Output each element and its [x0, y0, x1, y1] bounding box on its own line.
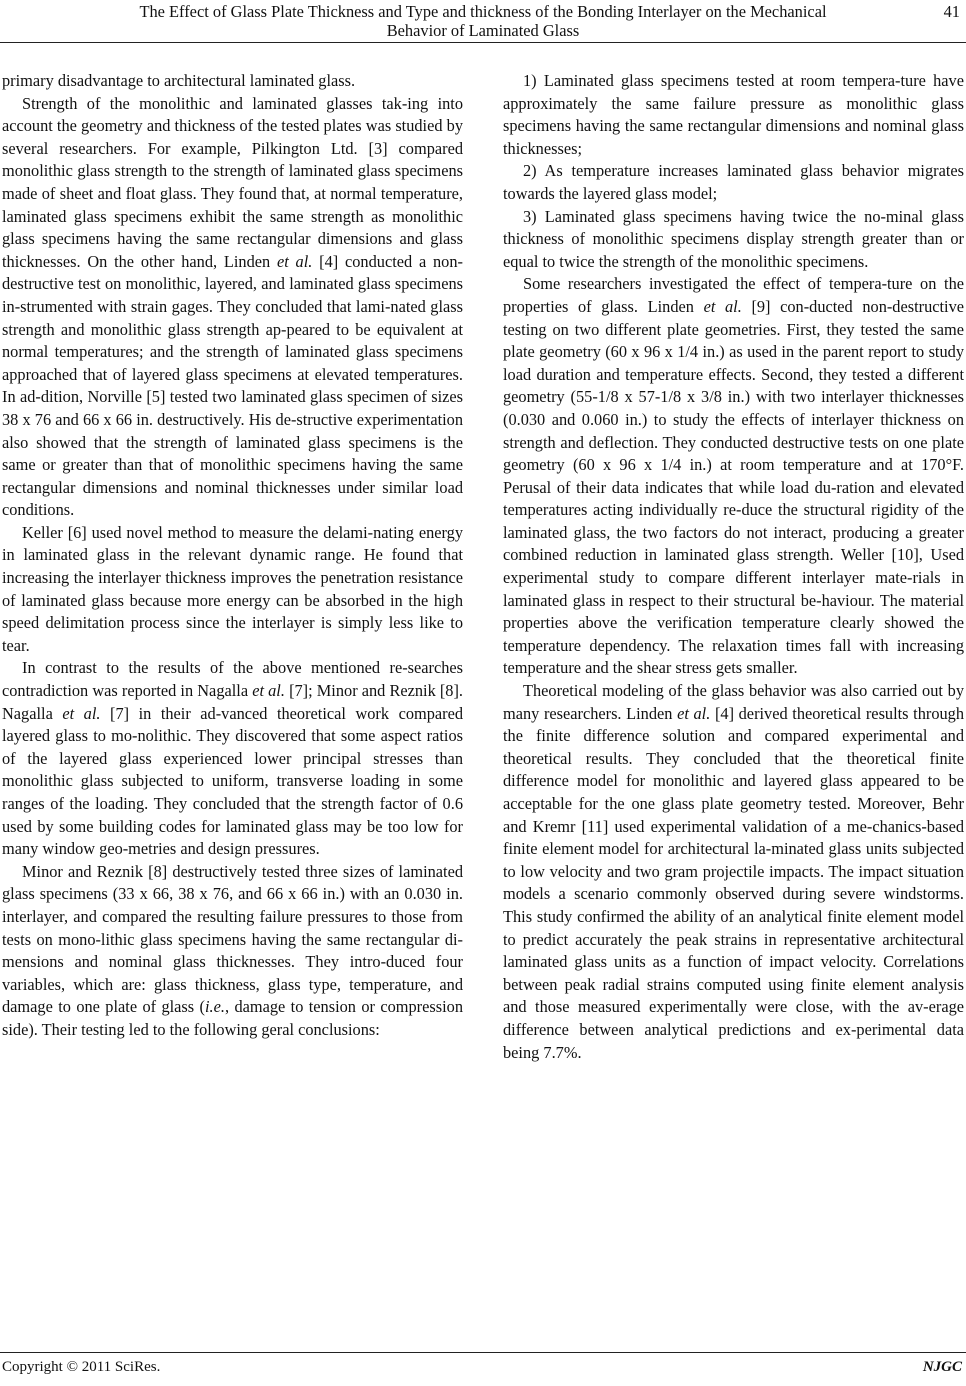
running-title-line-1: The Effect of Glass Plate Thickness and Type and thickness of the Bonding Interlayer on the Mechanical — [139, 2, 827, 21]
running-title-line-2: Behavior of Laminated Glass — [386, 21, 580, 40]
right-column — [503, 70, 964, 1064]
running-title — [100, 2, 866, 40]
conclusion-item-1: 1) Laminated glass specimens tested at room tempera-ture have approximately the same failure pressure as monolithic glass specimens having the same rectangular dimensions and nominal glass thicknesses; — [503, 71, 964, 158]
copyright-notice: Copyright © 2011 SciRes. — [2, 1359, 161, 1375]
paragraph-contradiction: In contrast to the results of the above mentioned re-searches contradiction was reported in Nagalla et al. [7]; Minor and Reznik [8]. Nagalla et al. [7] in their ad-vanced theoretical work compared layered glass to mo-nolithic. They discovered that some aspect ratios of the layered glass experienced lower principal stresses than monolithic glass subjected to uniform, transverse loading in some ranges of the loading. They concluded that the strength factor of 0.6 used by some building codes for laminated glass may be too low for many window geo-metries and design pressures. — [2, 658, 464, 859]
left-column — [2, 70, 463, 1042]
conclusion-item-2: 2) As temperature increases laminated glass behavior migrates towards the layered glass model; — [503, 161, 964, 203]
header-rule — [0, 42, 966, 43]
page-header — [0, 0, 966, 44]
page-footer — [0, 1352, 966, 1382]
paragraph-minor-reznik: Minor and Reznik [8] destructively tested three sizes of laminated glass specimens (33 x 66, 38 x 76, and 66 x 66 in.) with an 0.030 in. interlayer, and compared the resulting failure pressures to those from tests on mono-lithic glass specimens having the same rectangular di-mensions and nominal glass thicknesses. They intro-duced four variables, which are: glass thickness, glass type, temperature, and damage to one plate of glass (i.e., damage to tension or compression side). Their testing led to the following geral conclusions: — [2, 861, 463, 1039]
journal-abbreviation: NJGC — [922, 1359, 962, 1375]
paragraph-strength-studies: Strength of the monolithic and laminated glasses tak-ing into account the geometry and thickness of the tested plates was studied by several researchers. For example, Pilkington Ltd. [3] compared monolithic glass strength to the strength of laminated glass specimens made of sheet and float glass. They found that, at normal temperature, laminated glass specimens exhibit the same strength as monolithic glass specimens having the same rectangular dimensions and glass thicknesses. On the other hand, Linden et al. [4] conducted a non-destructive test on monolithic, layered, and laminated glass specimens in-strumented with strain gages. They concluded that lami-nated glass strength and monolithic glass strength ap-peared to be equivalent at normal temperatures; and the strength of laminated glass specimens approached that of layered glass specimens at elevated temperatures. In ad-dition, Norville [5] tested two laminated glass specimen of sizes 38 x 76 and 66 x 66 in. destructively. His de-structive experimentation also showed that the strength of laminated glass specimens is the same or greater than that of monolithic specimens having the same rectangular dimensions and nominal thicknesses under similar load conditions. — [2, 93, 463, 520]
paragraph-keller: Keller [6] used novel method to measure the delami-nating energy in laminated glass in the relevant dynamic range. He found that increasing the interlayer thickness improves the penetration resistance of laminated glass because more energy can be absorbed in the high speed delimitation process since the interlayer is simply less like to tear. — [2, 522, 463, 655]
paragraph-theoretical-modeling: Theoretical modeling of the glass behavior was also carried out by many researchers. Linden et al. [4] derived theoretical results through the finite difference solution and compared experimental and theoretical results. They concluded that the theoretical finite difference model for monolithic and layered glass appeared to be acceptable for the one glass plate geometry tested. Moreover, Behr and Kremr [11] used experimental validation of a me-chanics-based finite element model for architectural la-minated glass units subjected to low velocity and two gram projectile impacts. The impact situation models a scenario commonly observed during severe windstorms. This study confirmed the ability of an analytical finite element model to predict accurately the peak strains in representative architectural laminated glass units as a function of impact velocity. Correlations between peak radial strains computed using finite element analysis and those measured experimentally were close, with the av-erage difference between analytical predictions and ex-perimental data being 7.7%. — [503, 681, 965, 1062]
page-number: 41 — [943, 2, 960, 21]
conclusion-item-3: 3) Laminated glass specimens having twice the no-minal glass thickness of monolithic specimens display strength greater than or equal to twice the strength of the monolithic specimens. — [503, 206, 964, 271]
footer-rule — [0, 1352, 966, 1353]
paragraph-temperature-effects: Some researchers investigated the effect of tempera-ture on the properties of glass. Linden et al. [9] con-ducted non-destructive testing on two different plate geometries. First, they tested the same plate geometry (60 x 96 x 1/4 in.) as used in the parent report to study load duration and temperature effects. Second, they tested a different geometry (55-1/8 x 57-1/8 x 3/8 in.) with two interlayer thicknesses (0.030 and 0.060 in.) to study the effects of interlayer thickness on strength and deflection. They conducted destructive tests on one plate geometry (60 x 96 x 1/4 in.) at room temperature and at 170°F. Perusal of their data indicates that while load du-ration and elevated temperatures acting individually re-duce the structural rigidity of the laminated glass, the two factors do not interact, producing a greater combined reduction in laminated glass strength. Weller [10], Used experimental study to compare different interlayer mate-rials in laminated glass in respect to their structural be-haviour. The material properties above the verification temperature clearly showed the temperature dependency. The relaxation times fall with increasing temperature and the shear stress gets smaller. — [503, 274, 965, 678]
paragraph-continued: primary disadvantage to architectural laminated glass. — [2, 71, 356, 90]
